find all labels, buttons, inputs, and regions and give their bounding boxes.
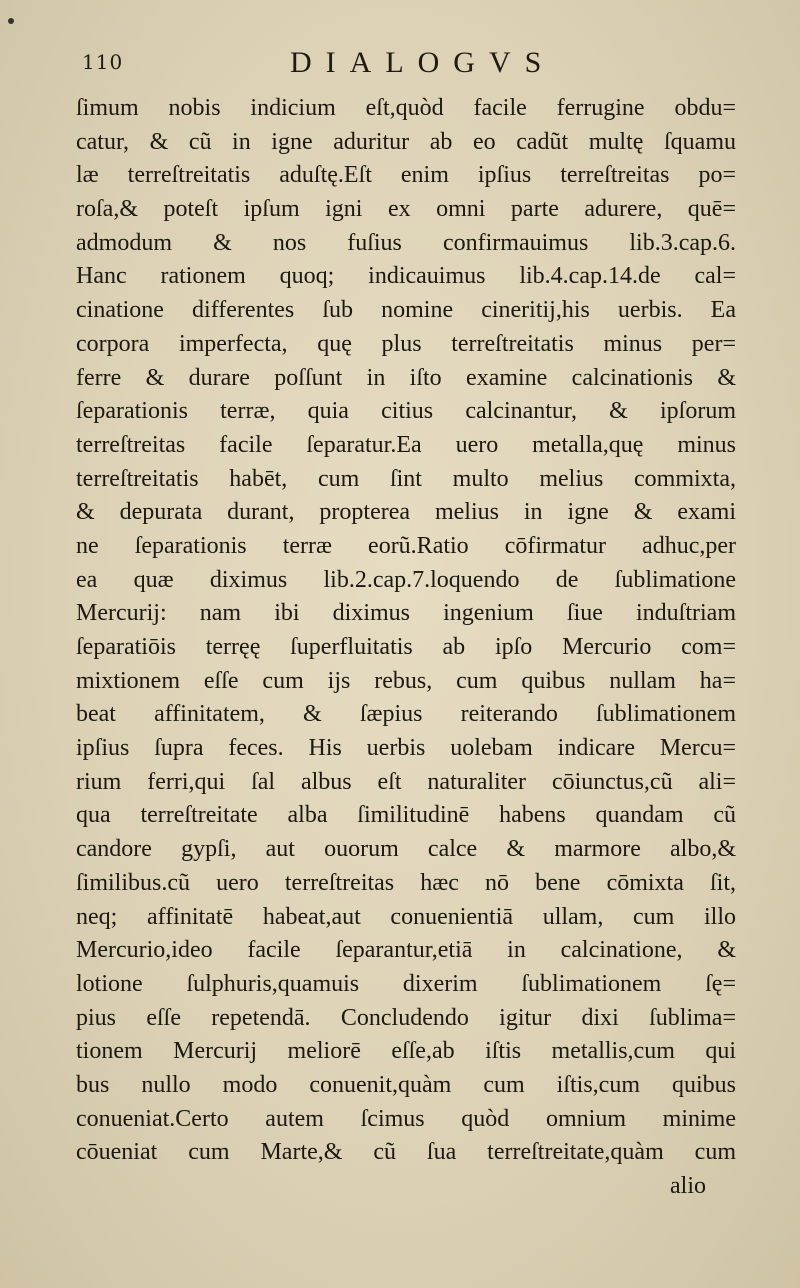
- text-line: ſeparatiōis terręę ſuperfluitatis ab ipſo Mercurio com=: [76, 634, 736, 660]
- text-line: terreſtreitatis habēt, cum ſint multo melius commixta,: [76, 465, 736, 492]
- text-line: ne ſeparationis terræ eorũ.Ratio cōfirmatur adhuc,per: [76, 532, 736, 559]
- text-line: & depurata durant, propterea melius in igne & exami: [76, 499, 736, 526]
- text-line: ipſius ſupra feces. His uerbis uolebam indicare Mercu=: [76, 735, 736, 762]
- text-line: Mercurio,ideo facile ſeparantur,etiā in calcinatione, &: [76, 937, 736, 964]
- text-line: læ terreſtreitatis aduſtę.Eſt enim ipſius terreſtreitas po=: [76, 162, 736, 189]
- page-number: 110: [82, 50, 124, 74]
- catchword: alio: [670, 1173, 706, 1199]
- text-line: lotione ſulphuris,quamuis dixerim ſublimationem ſę=: [76, 970, 736, 997]
- text-line: ea quæ diximus lib.2.cap.7.loquendo de ſublimatione: [76, 566, 736, 593]
- text-line: tionem Mercurij meliorē eſſe,ab iſtis metallis,cum qui: [76, 1038, 736, 1065]
- text-line: ſimum nobis indicium eſt,quòd facile ferrugine obdu=: [76, 95, 736, 121]
- text-line: roſa,& poteſt ipſum igni ex omni parte adurere, quē=: [76, 196, 736, 223]
- running-head: DIALOGVS: [290, 46, 556, 79]
- text-line: admodum & nos fuſius confirmauimus lib.3.cap.6.: [76, 229, 736, 256]
- text-line: pius eſſe repetendā. Concludendo igitur dixi ſublima=: [76, 1004, 736, 1031]
- text-line: conueniat.Certo autem ſcimus quòd omnium minime: [76, 1105, 736, 1132]
- text-line: corpora imperfecta, quę plus terreſtreitatis minus per=: [76, 330, 736, 357]
- text-line: cinatione differentes ſub nomine cineritij,his uerbis. Ea: [76, 297, 736, 324]
- text-line: ſeparationis terræ, quia citius calcinantur, & ipſorum: [76, 398, 736, 425]
- text-line: ferre & durare poſſunt in iſto examine calcinationis &: [76, 364, 736, 391]
- text-line: qua terreſtreitate alba ſimilitudinē habens quandam cũ: [76, 802, 736, 829]
- text-line: catur, & cũ in igne aduritur ab eo cadũt multę ſquamu: [76, 128, 736, 155]
- text-line: terreſtreitas facile ſeparatur.Ea uero metalla,quę minus: [76, 431, 736, 458]
- text-line: mixtionem eſſe cum ijs rebus, cum quibus nullam ha=: [76, 667, 736, 694]
- text-line: neq; affinitatē habeat,aut conuenientiā ullam, cum illo: [76, 903, 736, 930]
- text-line: cōueniat cum Marte,& cũ ſua terreſtreitate,quàm cum: [76, 1139, 736, 1166]
- text-line: rium ferri,qui ſal albus eſt naturaliter cōiunctus,cũ ali=: [76, 768, 736, 795]
- body-text: [76, 92, 736, 1204]
- text-line: bus nullo modo conuenit,quàm cum iſtis,cum quibus: [76, 1071, 736, 1098]
- ink-spot: [8, 18, 14, 24]
- text-line: Hanc rationem quoq; indicauimus lib.4.cap.14.de cal=: [76, 263, 736, 290]
- text-line: beat affinitatem, & ſæpius reiterando ſublimationem: [76, 701, 736, 728]
- text-line: candore gypſi, aut ouorum calce & marmore albo,&: [76, 836, 736, 863]
- text-line: ſimilibus.cũ uero terreſtreitas hæc nō bene cōmixta ſit,: [76, 869, 736, 896]
- text-line: Mercurij: nam ibi diximus ingenium ſiue induſtriam: [76, 600, 736, 627]
